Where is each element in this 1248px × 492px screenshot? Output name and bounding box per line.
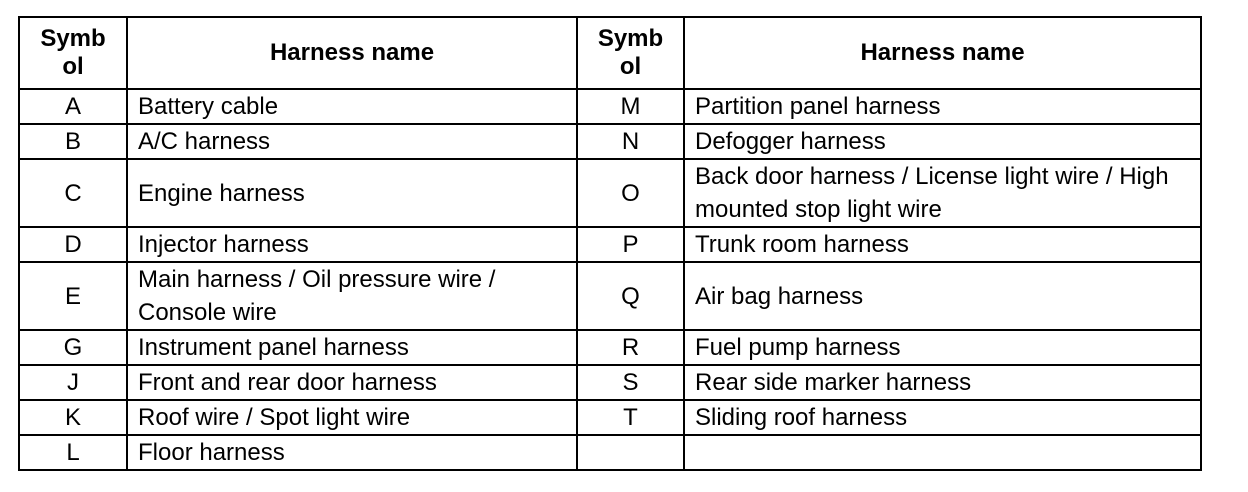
harness-name-cell: Engine harness <box>127 159 577 227</box>
harness-name-cell: Partition panel harness <box>684 89 1201 124</box>
symbol-cell: O <box>577 159 684 227</box>
harness-name-cell: Main harness / Oil pressure wire / Console wire <box>127 262 577 330</box>
symbol-cell: E <box>19 262 127 330</box>
table-row <box>19 365 1201 400</box>
symbol-cell: N <box>577 124 684 159</box>
header-row <box>19 17 1201 89</box>
symbol-cell: B <box>19 124 127 159</box>
table-row <box>19 435 1201 470</box>
symbol-cell: L <box>19 435 127 470</box>
symbol-cell: J <box>19 365 127 400</box>
harness-name-header-right: Harness name <box>684 17 1201 89</box>
harness-name-cell: Rear side marker harness <box>684 365 1201 400</box>
symbol-cell <box>577 435 684 470</box>
harness-name-header-left: Harness name <box>127 17 577 89</box>
symbol-cell: Q <box>577 262 684 330</box>
symbol-cell: C <box>19 159 127 227</box>
harness-name-cell: Trunk room harness <box>684 227 1201 262</box>
harness-name-cell: Injector harness <box>127 227 577 262</box>
table-row <box>19 89 1201 124</box>
symbol-cell: M <box>577 89 684 124</box>
symbol-cell: K <box>19 400 127 435</box>
table-row <box>19 159 1201 227</box>
table-row <box>19 124 1201 159</box>
symbol-header-right: Symb ol <box>577 17 684 89</box>
harness-name-cell: Roof wire / Spot light wire <box>127 400 577 435</box>
harness-name-cell: Fuel pump harness <box>684 330 1201 365</box>
table-row <box>19 400 1201 435</box>
harness-name-cell: A/C harness <box>127 124 577 159</box>
symbol-cell: S <box>577 365 684 400</box>
harness-name-cell: Sliding roof harness <box>684 400 1201 435</box>
symbol-header-left: Symb ol <box>19 17 127 89</box>
harness-name-cell: Battery cable <box>127 89 577 124</box>
harness-name-cell <box>684 435 1201 470</box>
symbol-cell: G <box>19 330 127 365</box>
table-row <box>19 330 1201 365</box>
harness-name-cell: Back door harness / License light wire / High mounted stop light wire <box>684 159 1201 227</box>
table-row <box>19 262 1201 330</box>
harness-name-cell: Floor harness <box>127 435 577 470</box>
table-row <box>19 227 1201 262</box>
harness-name-cell: Front and rear door harness <box>127 365 577 400</box>
harness-name-cell: Air bag harness <box>684 262 1201 330</box>
symbol-cell: T <box>577 400 684 435</box>
harness-name-cell: Defogger harness <box>684 124 1201 159</box>
harness-table <box>18 16 1202 471</box>
symbol-cell: D <box>19 227 127 262</box>
harness-name-cell: Instrument panel harness <box>127 330 577 365</box>
symbol-cell: P <box>577 227 684 262</box>
symbol-cell: R <box>577 330 684 365</box>
symbol-cell: A <box>19 89 127 124</box>
